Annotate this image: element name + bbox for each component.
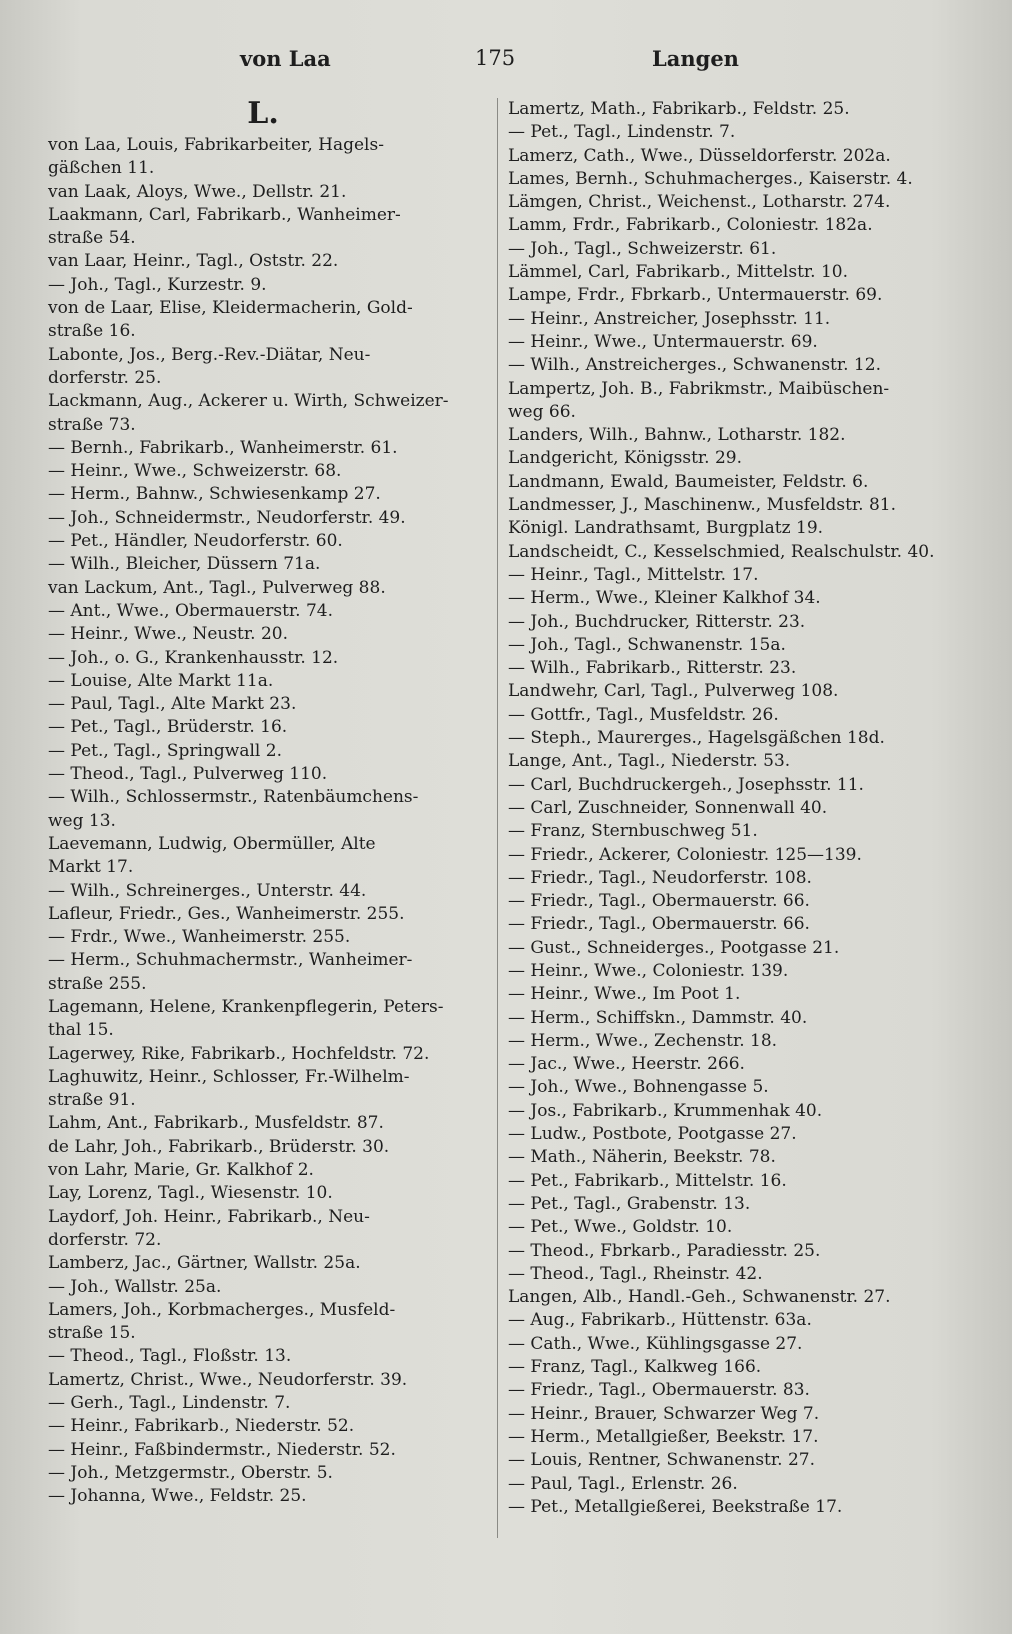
directory-line: Lampertz, Joh. B., Fabrikmstr., Maibüschen-	[508, 378, 890, 399]
directory-line: de Lahr, Joh., Fabrikarb., Brüderstr. 30.	[48, 1136, 390, 1157]
header-left-guideword: von Laa	[240, 46, 331, 71]
directory-line: straße 255.	[48, 973, 147, 994]
directory-line: von Laa, Louis, Fabrikarbeiter, Hagels-	[48, 135, 384, 155]
directory-line: — Friedr., Tagl., Obermauerstr. 66.	[508, 891, 810, 912]
directory-line: — Johanna, Wwe., Feldstr. 25.	[48, 1486, 307, 1507]
directory-line: — Joh., Metzgermstr., Oberstr. 5.	[48, 1462, 333, 1483]
section-letter: L.	[247, 96, 279, 131]
directory-line: — Wilh., Anstreicherges., Schwanenstr. 12.	[508, 355, 881, 376]
directory-line: Lamertz, Christ., Wwe., Neudorferstr. 39.	[48, 1369, 408, 1390]
directory-line: Landscheidt, C., Kesselschmied, Realschulstr. 40.	[508, 541, 935, 562]
directory-line: Lay, Lorenz, Tagl., Wiesenstr. 10.	[48, 1183, 333, 1204]
directory-line: Königl. Landrathsamt, Burgplatz 19.	[508, 518, 824, 539]
directory-line: Lagerwey, Rike, Fabrikarb., Hochfeldstr. 72.	[48, 1043, 430, 1064]
directory-line: straße 54.	[48, 228, 136, 249]
directory-line: — Theod., Tagl., Pulverweg 110.	[48, 764, 328, 785]
directory-line: — Theod., Fbrkarb., Paradiesstr. 25.	[508, 1240, 821, 1261]
directory-line: — Friedr., Tagl., Neudorferstr. 108.	[508, 867, 812, 888]
directory-line: — Gerh., Tagl., Lindenstr. 7.	[48, 1393, 291, 1414]
directory-line: — Theod., Tagl., Floßstr. 13.	[48, 1346, 292, 1367]
directory-line: Lamberz, Jac., Gärtner, Wallstr. 25a.	[48, 1253, 361, 1274]
directory-line: — Herm., Bahnw., Schwiesenkamp 27.	[48, 484, 381, 505]
directory-line: — Pet., Händler, Neudorferstr. 60.	[48, 531, 343, 552]
directory-line: von Lahr, Marie, Gr. Kalkhof 2.	[48, 1160, 314, 1181]
directory-line: straße 15.	[48, 1323, 136, 1344]
directory-line: — Herm., Metallgießer, Beekstr. 17.	[508, 1426, 819, 1447]
directory-line: — Joh., o. G., Krankenhausstr. 12.	[48, 647, 339, 668]
directory-line: — Pet., Fabrikarb., Mittelstr. 16.	[508, 1170, 787, 1191]
left-column	[48, 98, 478, 1509]
directory-line: — Gust., Schneiderges., Pootgasse 21.	[508, 937, 840, 958]
directory-line: — Heinr., Brauer, Schwarzer Weg 7.	[508, 1403, 820, 1424]
directory-line: Lämmel, Carl, Fabrikarb., Mittelstr. 10.	[508, 262, 849, 283]
directory-line: — Aug., Fabrikarb., Hüttenstr. 63a.	[508, 1310, 812, 1331]
directory-line: Lamers, Joh., Korbmacherges., Musfeld-	[48, 1299, 396, 1320]
directory-line: — Paul, Tagl., Alte Markt 23.	[48, 694, 297, 715]
directory-line: Langen, Alb., Handl.-Geh., Schwanenstr. 27.	[508, 1287, 891, 1308]
directory-line: gäßchen 11.	[48, 158, 155, 179]
directory-line: — Heinr., Wwe., Untermauerstr. 69.	[508, 331, 818, 352]
directory-line: — Herm., Schuhmachermstr., Wanheimer-	[48, 950, 413, 971]
directory-line: — Joh., Tagl., Schweizerstr. 61.	[508, 238, 777, 259]
directory-line: — Joh., Wallstr. 25a.	[48, 1276, 222, 1297]
directory-line: von de Laar, Elise, Kleidermacherin, Gold-	[48, 298, 413, 319]
directory-line: — Joh., Wwe., Bohnengasse 5.	[508, 1077, 769, 1098]
directory-line: — Heinr., Anstreicher, Josephsstr. 11.	[508, 308, 831, 329]
directory-line: Lafleur, Friedr., Ges., Wanheimerstr. 255.	[48, 903, 405, 924]
directory-line: — Pet., Tagl., Lindenstr. 7.	[508, 122, 736, 143]
directory-line: dorferstr. 72.	[48, 1229, 162, 1250]
directory-line: — Heinr., Wwe., Im Poot 1.	[508, 984, 741, 1005]
directory-line: — Frdr., Wwe., Wanheimerstr. 255.	[48, 927, 351, 948]
directory-line: — Jos., Fabrikarb., Krummenhak 40.	[508, 1100, 823, 1121]
directory-line: — Friedr., Tagl., Obermauerstr. 83.	[508, 1380, 810, 1401]
directory-line: Lahm, Ant., Fabrikarb., Musfeldstr. 87.	[48, 1113, 384, 1134]
directory-line: — Heinr., Wwe., Neustr. 20.	[48, 624, 288, 645]
directory-line: — Cath., Wwe., Kühlingsgasse 27.	[508, 1333, 803, 1354]
directory-line: — Pet., Wwe., Goldstr. 10.	[508, 1217, 733, 1238]
directory-line: — Bernh., Fabrikarb., Wanheimerstr. 61.	[48, 437, 398, 458]
directory-line: Lamm, Frdr., Fabrikarb., Coloniestr. 182a.	[508, 215, 873, 236]
page-number: 175	[475, 46, 516, 70]
directory-line: — Carl, Zuschneider, Sonnenwall 40.	[508, 797, 828, 818]
directory-line: — Pet., Metallgießerei, Beekstraße 17.	[508, 1496, 843, 1517]
directory-line: — Math., Näherin, Beekstr. 78.	[508, 1147, 776, 1168]
directory-line: — Theod., Tagl., Rheinstr. 42.	[508, 1263, 763, 1284]
directory-line: Landmesser, J., Maschinenw., Musfeldstr. 81.	[508, 495, 897, 516]
directory-line: van Laar, Heinr., Tagl., Oststr. 22.	[48, 251, 339, 272]
directory-line: — Ant., Wwe., Obermauerstr. 74.	[48, 600, 334, 621]
directory-line: weg 13.	[48, 810, 116, 831]
directory-line: straße 91.	[48, 1090, 136, 1111]
directory-line: Lagemann, Helene, Krankenpflegerin, Peters-	[48, 996, 444, 1017]
directory-line: — Heinr., Fabrikarb., Niederstr. 52.	[48, 1416, 355, 1437]
directory-line: — Louis, Rentner, Schwanenstr. 27.	[508, 1450, 815, 1471]
directory-line: weg 66.	[508, 401, 576, 422]
directory-line: — Pet., Tagl., Springwall 2.	[48, 740, 282, 761]
header-right-guideword: Langen	[652, 46, 739, 71]
directory-line: Landgericht, Königsstr. 29.	[508, 448, 742, 469]
directory-line: — Franz, Sternbuschweg 51.	[508, 821, 758, 842]
directory-line: — Ludw., Postbote, Pootgasse 27.	[508, 1124, 797, 1145]
directory-line: Lames, Bernh., Schuhmacherges., Kaiserstr. 4.	[508, 168, 913, 189]
directory-line: — Heinr., Wwe., Coloniestr. 139.	[508, 960, 789, 981]
directory-line: — Carl, Buchdruckergeh., Josephsstr. 11.	[508, 774, 864, 795]
directory-line: Lange, Ant., Tagl., Niederstr. 53.	[508, 751, 791, 772]
directory-line: — Pet., Tagl., Brüderstr. 16.	[48, 717, 288, 738]
directory-line: — Gottfr., Tagl., Musfeldstr. 26.	[508, 704, 779, 725]
directory-line: — Steph., Maurerges., Hagelsgäßchen 18d.	[508, 728, 885, 749]
column-divider	[497, 98, 498, 1538]
directory-line: Lackmann, Aug., Ackerer u. Wirth, Schweizer-	[48, 391, 449, 412]
directory-line: — Heinr., Wwe., Schweizerstr. 68.	[48, 461, 342, 482]
directory-line: straße 16.	[48, 321, 136, 342]
directory-line: Laydorf, Joh. Heinr., Fabrikarb., Neu-	[48, 1206, 370, 1227]
directory-line: — Louise, Alte Markt 11a.	[48, 670, 274, 691]
directory-line: van Lackum, Ant., Tagl., Pulverweg 88.	[48, 577, 386, 598]
directory-line: Landmann, Ewald, Baumeister, Feldstr. 6.	[508, 471, 869, 492]
page-header	[40, 46, 972, 80]
directory-line: Lampe, Frdr., Fbrkarb., Untermauerstr. 69.	[508, 285, 883, 306]
directory-line: Markt 17.	[48, 857, 134, 878]
directory-line: — Herm., Wwe., Kleiner Kalkhof 34.	[508, 588, 821, 609]
directory-line: thal 15.	[48, 1020, 114, 1041]
directory-line: — Friedr., Tagl., Obermauerstr. 66.	[508, 914, 810, 935]
right-column	[508, 98, 938, 1519]
directory-line: Landwehr, Carl, Tagl., Pulverweg 108.	[508, 681, 839, 702]
directory-line: — Wilh., Schlossermstr., Ratenbäumchens-	[48, 787, 419, 808]
directory-line: Lamertz, Math., Fabrikarb., Feldstr. 25.	[508, 99, 850, 119]
directory-line: dorferstr. 25.	[48, 367, 162, 388]
directory-line: — Franz, Tagl., Kalkweg 166.	[508, 1357, 762, 1378]
directory-line: — Joh., Buchdrucker, Ritterstr. 23.	[508, 611, 806, 632]
directory-line: — Friedr., Ackerer, Coloniestr. 125—139.	[508, 844, 862, 865]
directory-line: Laghuwitz, Heinr., Schlosser, Fr.-Wilhelm-	[48, 1066, 410, 1087]
directory-line: Labonte, Jos., Berg.-Rev.-Diätar, Neu-	[48, 344, 371, 365]
directory-line: — Paul, Tagl., Erlenstr. 26.	[508, 1473, 738, 1494]
directory-line: — Wilh., Schreinerges., Unterstr. 44.	[48, 880, 367, 901]
directory-line: — Heinr., Faßbindermstr., Niederstr. 52.	[48, 1439, 396, 1460]
directory-line: — Wilh., Bleicher, Düssern 71a.	[48, 554, 321, 575]
directory-line: — Joh., Schneidermstr., Neudorferstr. 49.	[48, 507, 406, 528]
directory-line: — Herm., Wwe., Zechenstr. 18.	[508, 1030, 778, 1051]
directory-line: — Pet., Tagl., Grabenstr. 13.	[508, 1193, 751, 1214]
directory-line: Laevemann, Ludwig, Obermüller, Alte	[48, 833, 376, 854]
directory-line: — Wilh., Fabrikarb., Ritterstr. 23.	[508, 658, 797, 679]
directory-line: — Heinr., Tagl., Mittelstr. 17.	[508, 564, 759, 585]
directory-line: Landers, Wilh., Bahnw., Lotharstr. 182.	[508, 425, 846, 446]
directory-line: — Joh., Tagl., Schwanenstr. 15a.	[508, 634, 786, 655]
directory-line: Lämgen, Christ., Weichenst., Lotharstr. 274.	[508, 192, 891, 213]
directory-line: — Herm., Schiffskn., Dammstr. 40.	[508, 1007, 808, 1028]
directory-line: — Joh., Tagl., Kurzestr. 9.	[48, 274, 267, 295]
directory-line: van Laak, Aloys, Wwe., Dellstr. 21.	[48, 181, 347, 202]
directory-line: Lamerz, Cath., Wwe., Düsseldorferstr. 202a.	[508, 145, 891, 166]
directory-line: Laakmann, Carl, Fabrikarb., Wanheimer-	[48, 204, 401, 225]
directory-line: — Jac., Wwe., Heerstr. 266.	[508, 1054, 745, 1075]
directory-line: straße 73.	[48, 414, 136, 435]
